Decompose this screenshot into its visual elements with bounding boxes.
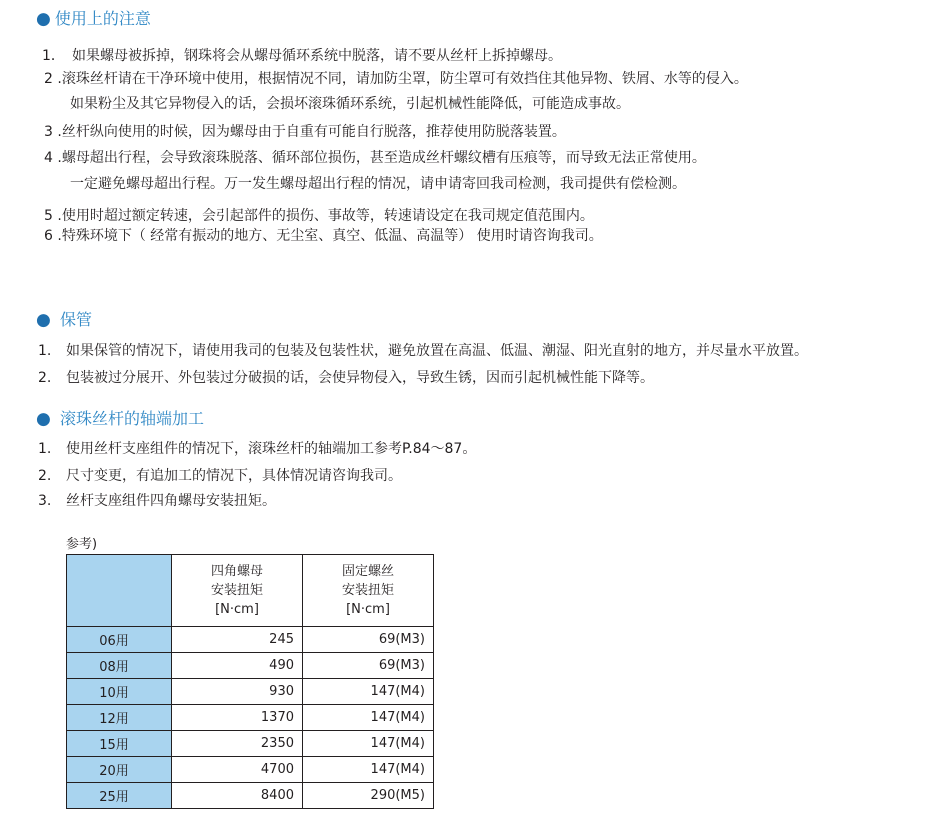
nut-torque-cell: 8400: [172, 783, 303, 809]
size-cell: 20用: [67, 757, 172, 783]
torque-table: [66, 554, 434, 809]
screw-torque-cell: 147(M4): [303, 679, 434, 705]
table-row: [67, 679, 434, 705]
storage-heading: [36, 307, 92, 330]
screw-torque-cell: 69(M3): [303, 627, 434, 653]
screw-torque-cell: 147(M4): [303, 757, 434, 783]
table-corner-cell: [67, 555, 172, 627]
size-cell: 08用: [67, 653, 172, 679]
shaft-end-title: 滚珠丝杆的轴端加工: [59, 409, 204, 428]
table-row: [67, 757, 434, 783]
nut-torque-cell: 4700: [172, 757, 303, 783]
table-reference-label: 参考): [66, 537, 98, 552]
size-cell: 10用: [67, 679, 172, 705]
nut-torque-cell: 245: [172, 627, 303, 653]
size-cell: 12用: [67, 705, 172, 731]
usage-item: 1． 如果螺母被拆掉，钢珠将会从螺母循环系统中脱落，请不要从丝杆上拆掉螺母。: [42, 48, 562, 64]
usage-item: 6 .特殊环境下（ 经常有振动的地方、无尘室、真空、低温、高温等） 使用时请咨询我司。: [44, 228, 603, 244]
nut-torque-cell: 930: [172, 679, 303, 705]
screw-torque-cell: 147(M4): [303, 705, 434, 731]
table-row: [67, 705, 434, 731]
table-row: [67, 731, 434, 757]
shaft-item: 3. 丝杆支座组件四角螺母安装扭矩。: [38, 493, 276, 509]
screw-torque-cell: 290(M5): [303, 783, 434, 809]
shaft-item: 1. 使用丝杆支座组件的情况下，滚珠丝杆的轴端加工参考P.84～87。: [38, 441, 477, 457]
usage-item: 5 .使用时超过额定转速，会引起部件的损伤、事故等，转速请设定在我司规定值范围内。: [44, 208, 594, 224]
nut-torque-cell: 1370: [172, 705, 303, 731]
size-cell: 25用: [67, 783, 172, 809]
table-row: [67, 783, 434, 809]
table-header-row: [67, 555, 434, 627]
nut-torque-header: 四角螺母 安装扭矩 [N·cm]: [172, 555, 303, 627]
bullet-dot-icon: ●: [36, 9, 51, 29]
nut-torque-cell: 490: [172, 653, 303, 679]
bullet-dot-icon: ●: [36, 409, 51, 429]
screw-torque-cell: 147(M4): [303, 731, 434, 757]
shaft-end-heading: [36, 406, 204, 429]
storage-item: 2. 包装被过分展开、外包装过分破损的话，会使异物侵入，导致生锈，因而引起机械性能下降等。: [38, 370, 654, 386]
nut-torque-cell: 2350: [172, 731, 303, 757]
usage-item: 3 .丝杆纵向使用的时候，因为螺母由于自重有可能自行脱落，推荐使用防脱落装置。: [44, 124, 566, 140]
usage-notes-title: 使用上的注意: [54, 9, 151, 28]
usage-notes-heading: [36, 6, 151, 29]
usage-item-continued: 一定避免螺母超出行程。万一发生螺母超出行程的情况，请申请寄回我司检测，我司提供有偿检测。: [70, 176, 686, 192]
usage-item-continued: 如果粉尘及其它异物侵入的话，会损坏滚珠循环系统，引起机械性能降低，可能造成事故。: [70, 96, 630, 112]
size-cell: 15用: [67, 731, 172, 757]
usage-item: 4 .螺母超出行程，会导致滚珠脱落、循环部位损伤，甚至造成丝杆螺纹槽有压痕等，而导致无法正常使用。: [44, 150, 706, 166]
usage-item: 2 .滚珠丝杆请在干净环境中使用，根据情况不同，请加防尘罩，防尘罩可有效挡住其他异物、铁屑、水等的侵入。: [44, 71, 748, 87]
size-cell: 06用: [67, 627, 172, 653]
screw-torque-cell: 69(M3): [303, 653, 434, 679]
storage-title: 保管: [59, 310, 92, 329]
screw-torque-header: 固定螺丝 安装扭矩 [N·cm]: [303, 555, 434, 627]
table-row: [67, 627, 434, 653]
storage-item: 1. 如果保管的情况下，请使用我司的包装及包装性状，避免放置在高温、低温、潮湿、阳光直射的地方，并尽量水平放置。: [38, 343, 808, 359]
table-row: [67, 653, 434, 679]
bullet-dot-icon: ●: [36, 310, 51, 330]
shaft-item: 2. 尺寸变更，有追加工的情况下，具体情况请咨询我司。: [38, 468, 402, 484]
